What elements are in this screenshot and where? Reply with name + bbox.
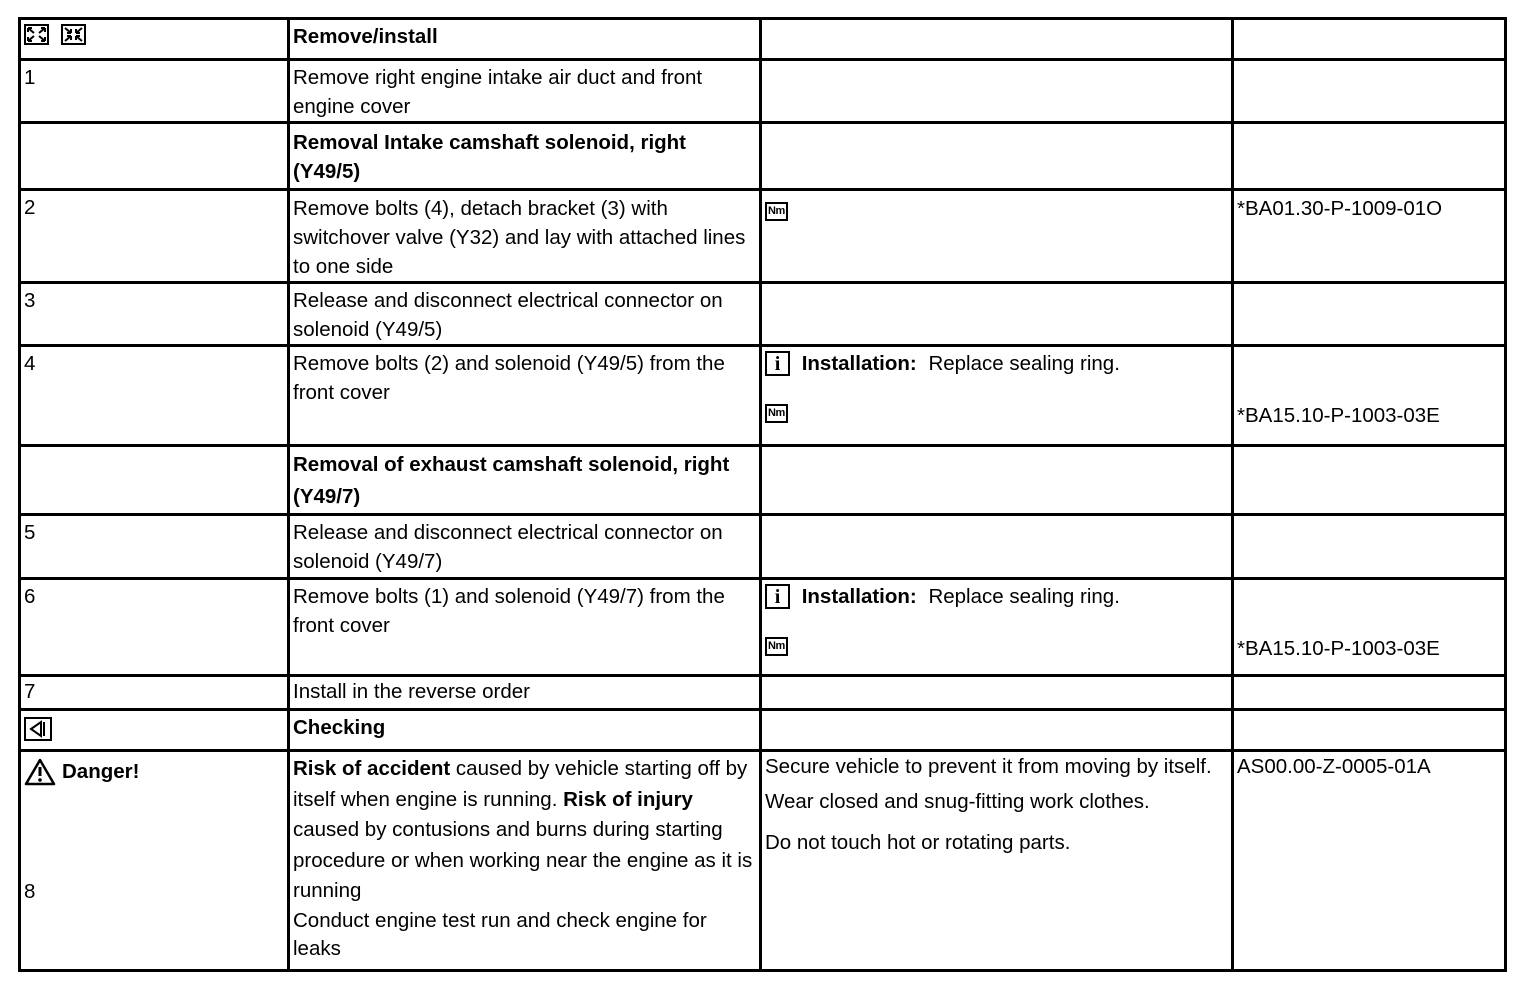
step-number: 2 [20, 190, 289, 283]
note-cell: i Installation: Replace sealing ring. Nm [761, 346, 1233, 446]
procedure-table [18, 17, 1507, 972]
torque-cell [761, 190, 1233, 283]
step-number: 4 [20, 346, 289, 446]
step-text: Remove right engine intake air duct and front engine cover [289, 60, 761, 123]
table-row [20, 751, 1506, 971]
table-row [20, 60, 1506, 123]
header-icons-cell [20, 19, 289, 60]
step-number: 3 [20, 283, 289, 346]
step-text: Conduct engine test run and check engine for leaks [293, 908, 707, 960]
info-icon[interactable]: i [765, 351, 790, 376]
table-row [20, 515, 1506, 579]
expand-icon[interactable] [24, 24, 49, 45]
reference-link[interactable]: *BA15.10-P-1003-03E [1237, 637, 1440, 660]
warning-triangle-icon [24, 758, 56, 786]
reference-link[interactable]: *BA01.30-P-1009-01O [1233, 190, 1506, 283]
step-text: Install in the reverse order [289, 676, 761, 710]
section-title: Removal of exhaust camshaft solenoid, right (Y49/7) [289, 446, 761, 515]
back-arrow-icon[interactable] [24, 717, 52, 741]
nm-icon[interactable]: Nm [765, 404, 788, 423]
reference-cell [1233, 346, 1506, 446]
nm-icon[interactable]: Nm [765, 202, 788, 221]
measures-cell: Secure vehicle to prevent it from moving by itself. Wear closed and snug-fitting work clothes. Do not touch hot or rotating parts. [761, 751, 1233, 971]
nm-icon[interactable]: Nm [765, 637, 788, 656]
step-text: Remove bolts (1) and solenoid (Y49/7) from the front cover [289, 579, 761, 676]
table-row [20, 579, 1506, 676]
collapse-icon[interactable] [61, 24, 86, 45]
step-text: Remove bolts (2) and solenoid (Y49/5) from the front cover [289, 346, 761, 446]
note-cell: i Installation: Replace sealing ring. Nm [761, 579, 1233, 676]
reference-link[interactable]: *BA15.10-P-1003-03E [1237, 404, 1440, 427]
step-text: Release and disconnect electrical connector on solenoid (Y49/5) [289, 283, 761, 346]
step-text: Remove bolts (4), detach bracket (3) with switchover valve (Y32) and lay with attached lines to one side [289, 190, 761, 283]
table-row [20, 190, 1506, 283]
section-title: Checking [289, 710, 761, 751]
page-title: Remove/install [289, 19, 761, 60]
step-number: 8 [24, 880, 36, 903]
danger-label: Danger! [62, 760, 140, 783]
table-row [20, 676, 1506, 710]
info-icon[interactable]: i [765, 584, 790, 609]
danger-text: Risk of accident caused by vehicle starting off by itself when engine is running. Risk of injury caused by contusions and burns during starting procedure or when working near the engine as it is running Conduct engine test run and check engine for leaks [289, 751, 761, 971]
step-text: Release and disconnect electrical connector on solenoid (Y49/7) [289, 515, 761, 579]
reference-link[interactable]: AS00.00-Z-0005-01A [1233, 751, 1506, 971]
table-row [20, 346, 1506, 446]
section-title: Removal Intake camshaft solenoid, right (Y49/5) [289, 123, 761, 190]
step-number: 1 [20, 60, 289, 123]
table-row [20, 19, 1506, 60]
table-row [20, 283, 1506, 346]
step-number: 5 [20, 515, 289, 579]
table-row [20, 710, 1506, 751]
step-number: 7 [20, 676, 289, 710]
table-row [20, 446, 1506, 515]
step-number: 6 [20, 579, 289, 676]
reference-cell [1233, 579, 1506, 676]
table-row [20, 123, 1506, 190]
